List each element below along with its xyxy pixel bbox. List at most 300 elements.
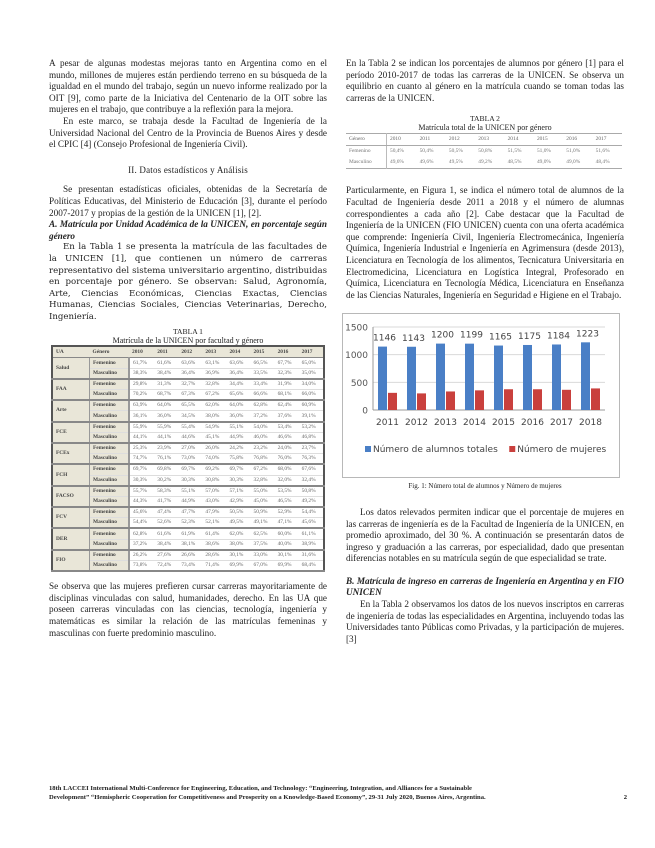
ua-cell: FAA [52, 379, 90, 400]
value-cell: 49,2% [478, 159, 493, 166]
value-cell: 38,3% [129, 368, 154, 379]
bar-total [465, 344, 474, 410]
ua-cell: Arte [52, 400, 90, 421]
legend-label: Número de mujeres [517, 445, 607, 456]
value-cell: 36,4% [226, 368, 250, 379]
bar-women [417, 394, 426, 411]
value-cell: 62,8% [251, 400, 275, 411]
bar-women [504, 390, 513, 411]
value-cell: 73,8% [129, 561, 154, 572]
value-cell: 60,0% [275, 528, 299, 539]
bar-women [475, 391, 484, 411]
value-cell: 24,2% [226, 443, 250, 454]
value-cell: 67,3% [178, 390, 202, 401]
ua-cell: FCV [52, 507, 90, 528]
table1 [51, 345, 325, 572]
table2-block [346, 114, 624, 169]
legend-label: Número de alumnos totales [373, 445, 498, 456]
table-row [52, 379, 324, 390]
gender-cell: Femenino [90, 486, 130, 497]
value-cell: 51,0% [566, 148, 581, 155]
value-cell: 76,8% [251, 454, 275, 465]
value-cell: 34,4% [226, 379, 250, 390]
bar-total [581, 343, 590, 411]
table-row [52, 400, 324, 411]
value-cell: 65,0% [299, 358, 324, 368]
bar-total [436, 344, 445, 410]
value-cell: 49,5% [226, 518, 250, 529]
gender-cell: Femenino [90, 507, 130, 518]
value-cell: 60,9% [299, 400, 324, 411]
table-row [52, 443, 324, 454]
value-cell: 32,8% [251, 475, 275, 486]
table1-header-cell: 2011 [154, 346, 178, 358]
value-cell: 65,5% [178, 400, 202, 411]
value-cell: 73,0% [178, 454, 202, 465]
value-cell: 23,9% [154, 443, 178, 454]
value-cell: 61,6% [154, 358, 178, 368]
gender-cell: Masculino [90, 496, 130, 507]
table2-title: Matrícula total de la UNICEN por género [418, 123, 552, 133]
table-row [52, 464, 324, 475]
value-cell: 63,6% [178, 358, 202, 368]
value-cell: 31,9% [275, 379, 299, 390]
value-cell: 49,1% [251, 518, 275, 529]
bar-total [523, 345, 532, 410]
value-cell: 68,1% [275, 390, 299, 401]
bar-total [552, 345, 561, 411]
value-cell: 62,5% [251, 528, 275, 539]
table-row [52, 368, 324, 379]
value-cell: 49,6% [390, 159, 404, 166]
value-cell: 69,9% [275, 561, 299, 572]
table2-header-cell: 2013 [475, 134, 504, 146]
value-cell: 37,2% [129, 539, 154, 550]
table-row [52, 422, 324, 433]
x-tick-label: 2011 [376, 418, 399, 429]
bar-total [378, 347, 387, 410]
left-column [49, 58, 327, 639]
table-row [52, 432, 324, 443]
value-cell: 50,8% [478, 148, 493, 155]
value-cell: 30,3% [178, 475, 202, 486]
subsection-heading-b: B. Matrícula de ingreso en carreras de Ingeniería en Argentina y en FIO UNICEN [346, 575, 624, 598]
paragraph: A pesar de algunas modestas mejoras tanto en Argentina como en el mundo, millones de mujeres están perdiendo terreno en su búsqueda de la igualdad en el mundo del trabajo, según un nuevo informe realizado por la OIT [9], como parte de la Iniciativa del Centenario de la OIT sobre las mujeres en el trabajo, que contribuye a la reflexión para la mejora. [49, 58, 327, 115]
value-cell: 61,6% [154, 528, 178, 539]
value-cell: 26,2% [129, 550, 154, 561]
value-cell: 65,6% [226, 390, 250, 401]
value-cell: 30,3% [129, 475, 154, 486]
value-cell: 44,1% [154, 432, 178, 443]
data-label: 1223 [576, 329, 599, 340]
page-footer [49, 784, 627, 802]
value-cell: 71,4% [202, 561, 226, 572]
value-cell: 32,8% [202, 379, 226, 390]
value-cell: 30,8% [202, 475, 226, 486]
table-row [52, 550, 324, 561]
value-cell: 68,7% [154, 390, 178, 401]
value-cell: 34,0% [299, 379, 324, 390]
value-cell: 36,0% [154, 411, 178, 422]
paragraph: Los datos relevados permiten indicar que el porcentaje de mujeres en las carreras de ingeniería es de la Facultad de Ingeniería de la UNICEN, en promedio aproximado, del 30 %. A continuación se presentarán datos de ingreso y graduación a las carreras, por especialidad, dado que presentan diferencias notables en su matrícula según de que especialidad se trate. [346, 506, 624, 564]
value-cell: 29,8% [129, 379, 154, 390]
section-heading: II. Datos estadísticos y Análisis [128, 164, 248, 175]
value-cell: 69,7% [178, 464, 202, 475]
value-cell: 23,7% [299, 443, 324, 454]
gender-cell: Femenino [90, 400, 130, 411]
value-cell: 51,5% [507, 148, 522, 155]
value-cell: 35,0% [299, 368, 324, 379]
value-cell: 30,3% [226, 475, 250, 486]
gender-cell: Femenino [90, 550, 130, 561]
value-cell: 50,9% [251, 507, 275, 518]
gender-cell: Femenino [346, 146, 387, 158]
value-cell: 42,9% [226, 496, 250, 507]
value-cell: 38,9% [299, 539, 324, 550]
value-cell: 47,4% [154, 507, 178, 518]
value-cell: 47,9% [202, 507, 226, 518]
value-cell: 44,3% [129, 496, 154, 507]
gender-cell: Femenino [90, 379, 130, 390]
footer-line-2: Development” “Hemispheric Cooperation for Competitiveness and Prosperity on a Knowledge-Based Economy”, 29-31 July 2020, Buenos Aires, Argentina. [49, 794, 486, 801]
value-cell: 67,2% [202, 390, 226, 401]
gender-cell: Masculino [90, 454, 130, 465]
value-cell: 69,7% [226, 464, 250, 475]
table-row [52, 390, 324, 401]
value-cell: 38,0% [226, 539, 250, 550]
table1-header-cell: UA [52, 346, 90, 358]
value-cell: 52,1% [202, 518, 226, 529]
value-cell: 55,4% [178, 422, 202, 433]
gender-cell: Masculino [346, 157, 387, 169]
value-cell: 30,2% [154, 475, 178, 486]
value-cell: 67,6% [299, 464, 324, 475]
gender-cell: Masculino [90, 518, 130, 529]
y-tick-label: 500 [350, 379, 368, 390]
value-cell: 54,0% [251, 422, 275, 433]
value-cell: 38,4% [154, 539, 178, 550]
paragraph: En la Tabla 1 se presenta la matrícula de las facultades de la UNICEN [1], que contienen un número de carreras representativo del sistema universitario argentino, distribuidas en porcentaje por género. Se observan: Salud, Agronomía, Arte, Ciencias Económicas, Ciencias Exactas, Ciencias Humanas, Ciencias Sociales, Ciencias Veterinarias, Derecho, Ingeniería. [49, 242, 327, 322]
value-cell: 30,1% [226, 550, 250, 561]
x-tick-label: 2013 [434, 418, 457, 429]
table-row [52, 561, 324, 572]
value-cell: 69,9% [226, 561, 250, 572]
page-number: 2 [623, 794, 627, 801]
value-cell: 54,9% [202, 422, 226, 433]
value-cell: 49,0% [566, 159, 581, 166]
value-cell: 45,6% [299, 518, 324, 529]
value-cell: 66,0% [299, 390, 324, 401]
value-cell: 44,6% [178, 432, 202, 443]
value-cell: 49,0% [536, 159, 551, 166]
value-cell: 38,6% [202, 539, 226, 550]
gender-cell: Masculino [90, 432, 130, 443]
value-cell: 52,6% [154, 518, 178, 529]
x-tick-label: 2012 [405, 418, 428, 429]
value-cell: 51,6% [595, 148, 610, 155]
value-cell: 26,6% [178, 550, 202, 561]
table-row [52, 411, 324, 422]
bar-total [407, 347, 416, 410]
value-cell: 49,5% [448, 159, 463, 166]
value-cell: 50,5% [226, 507, 250, 518]
value-cell: 50,4% [419, 148, 434, 155]
value-cell: 44,9% [226, 432, 250, 443]
figure1-chart [342, 313, 620, 478]
value-cell: 38,1% [178, 539, 202, 550]
value-cell: 31,3% [154, 379, 178, 390]
gender-cell: Masculino [90, 411, 130, 422]
value-cell: 46,8% [299, 432, 324, 443]
value-cell: 32,3% [275, 368, 299, 379]
value-cell: 36,4% [178, 368, 202, 379]
gender-cell: Masculino [90, 539, 130, 550]
data-label: 1200 [431, 330, 454, 341]
value-cell: 53,4% [275, 422, 299, 433]
value-cell: 32,7% [178, 379, 202, 390]
value-cell: 76,3% [299, 454, 324, 465]
right-column [346, 58, 624, 645]
paragraph: Se presentan estadísticas oficiales, obtenidas de la Secretaría de Políticas Educativas, del Ministerio de Educación [3], durante el período 2007-2017 y propias de la gestión de la UNICEN [1], [2]. [49, 184, 327, 218]
value-cell: 36,0% [226, 411, 250, 422]
table1-header-cell: 2013 [202, 346, 226, 358]
gender-cell: Masculino [90, 561, 130, 572]
value-cell: 63,9% [129, 400, 154, 411]
value-cell: 53,2% [299, 422, 324, 433]
gender-cell: Femenino [90, 422, 130, 433]
footer-line-1: 18th LACCEI International Multi-Conference for Engineering, Education, and Technology: “Engineering, Integration, and Alliances for a Sustainable [49, 785, 472, 792]
value-cell: 34,5% [178, 411, 202, 422]
table2-header-cell: 2015 [534, 134, 563, 146]
value-cell: 54,4% [299, 507, 324, 518]
value-cell: 61,1% [299, 528, 324, 539]
value-cell: 27,6% [154, 550, 178, 561]
value-cell: 62,0% [226, 528, 250, 539]
value-cell: 66,6% [251, 390, 275, 401]
value-cell: 62,4% [275, 400, 299, 411]
data-label: 1175 [518, 332, 541, 343]
x-tick-label: 2014 [463, 418, 486, 429]
gender-cell: Femenino [90, 464, 130, 475]
value-cell: 67,7% [275, 358, 299, 368]
subsection-heading-a: A. Matrícula por Unidad Académica de la UNICEN, en porcentaje según género [49, 219, 327, 241]
legend-swatch [365, 446, 371, 452]
value-cell: 47,7% [178, 507, 202, 518]
gender-cell: Femenino [90, 443, 130, 454]
value-cell: 64,0% [154, 400, 178, 411]
value-cell: 40,0% [275, 539, 299, 550]
table2-header-cell: 2014 [505, 134, 534, 146]
value-cell: 33,5% [251, 368, 275, 379]
value-cell: 23,2% [251, 443, 275, 454]
value-cell: 37,2% [251, 411, 275, 422]
value-cell: 74,0% [202, 454, 226, 465]
value-cell: 64,0% [226, 400, 250, 411]
value-cell: 68,0% [275, 464, 299, 475]
table2-header-cell: Género [346, 134, 387, 146]
value-cell: 69,2% [202, 464, 226, 475]
table1-header-cell: 2012 [178, 346, 202, 358]
value-cell: 50,8% [299, 486, 324, 497]
value-cell: 38,0% [202, 411, 226, 422]
value-cell: 44,1% [129, 432, 154, 443]
table1-header-cell: 2015 [251, 346, 275, 358]
table1-block [49, 327, 327, 572]
ua-cell: FCE [52, 422, 90, 443]
paragraph: Se observa que las mujeres prefieren cursar carreras mayoritariamente de disciplinas vinculadas con salud, humanidades, derecho. En las UA que poseen carreras vinculadas con las ciencias, tecnología, ingeniería y matemáticas es similar la relación de las matrículas femeninas y masculinas con fuerte predominio masculino. [49, 581, 327, 638]
value-cell: 52,9% [275, 507, 299, 518]
value-cell: 41,7% [154, 496, 178, 507]
value-cell: 38,4% [154, 368, 178, 379]
legend-swatch [509, 446, 515, 452]
ua-cell: Salud [52, 358, 90, 379]
value-cell: 46,6% [275, 432, 299, 443]
value-cell: 55,1% [178, 486, 202, 497]
value-cell: 28,6% [202, 550, 226, 561]
table2-header-cell: 2011 [417, 134, 446, 146]
value-cell: 76,1% [154, 454, 178, 465]
table1-header-cell: 2014 [226, 346, 250, 358]
value-cell: 27,0% [178, 443, 202, 454]
value-cell: 45,1% [202, 432, 226, 443]
gender-cell: Masculino [90, 475, 130, 486]
value-cell: 49,2% [299, 496, 324, 507]
table1-header-cell: 2010 [129, 346, 154, 358]
gender-cell: Femenino [90, 528, 130, 539]
table2 [346, 133, 622, 169]
data-label: 1143 [402, 334, 425, 345]
data-label: 1165 [489, 332, 512, 343]
value-cell: 33,0% [251, 550, 275, 561]
table-row [346, 146, 622, 158]
table2-header-cell: 2010 [387, 134, 417, 146]
ua-cell: FIO [52, 550, 90, 571]
x-tick-label: 2015 [492, 418, 515, 429]
paragraph: En este marco, se trabaja desde la Facultad de Ingeniería de la Universidad Nacional del Centro de la Provincia de Buenos Aires y desde el CPIC [4] (Consejo Profesional de Ingeniería Civil). [49, 115, 327, 150]
value-cell: 62,0% [202, 400, 226, 411]
value-cell: 57,1% [226, 486, 250, 497]
value-cell: 50,4% [390, 148, 404, 155]
value-cell: 36,9% [202, 368, 226, 379]
y-tick-label: 1000 [345, 351, 368, 362]
value-cell: 68,4% [299, 561, 324, 572]
value-cell: 51,0% [536, 148, 551, 155]
table-row [52, 358, 324, 368]
y-tick-label: 1500 [345, 323, 368, 334]
table1-label: TABLA 1 [173, 327, 203, 337]
bar-women [562, 390, 571, 410]
figure-caption: Fig. 1: Número total de alumnos y Número de mujeres [408, 482, 562, 491]
value-cell: 32,4% [299, 475, 324, 486]
gender-cell: Masculino [90, 390, 130, 401]
value-cell: 55,0% [251, 486, 275, 497]
value-cell: 73,4% [178, 561, 202, 572]
paragraph: Particularmente, en Figura 1, se indica el número total de alumnos de la Facultad de Ingeniería desde 2011 a 2018 y el número de alumnas correspondientes a cada año [2]. Cabe destacar que la Facultad de Ingeniería de la UNICEN (FIO UNICEN) cuenta con una oferta académica que comprende: Ingeniería Civil, Ingeniería Electromecánica, Ingeniería Química, Ingeniería Industrial e Ingeniería en Agrimensura (desde 2013), Licenciatura en Tecnología de los alimentos, Tecnicatura Universitaria en Electromedicina, Licenciatura en Logística Integral, Profesorado en Química, Licenciatura en Tecnología Médica, Licenciatura en Enseñanza de las Ciencias Naturales, Ingeniería en Seguridad e Higiene en el Trabajo. [346, 185, 624, 300]
value-cell: 70,2% [129, 390, 154, 401]
value-cell: 67,0% [251, 561, 275, 572]
paragraph: En la Tabla 2 se indican los porcentajes de alumnos por género [1] para el período 2010-2017 de todas las carreras de la UNICEN. Se observa un equilibrio en cuanto al género en la matrícula cuando se toman todas las carreras de la UNICEN. [346, 58, 624, 103]
bar-women [446, 392, 455, 411]
table-row [52, 486, 324, 497]
value-cell: 54,4% [129, 518, 154, 529]
value-cell: 46,0% [251, 432, 275, 443]
value-cell: 67,2% [251, 464, 275, 475]
ua-cell: DER [52, 528, 90, 549]
table2-header-cell: 2016 [563, 134, 592, 146]
value-cell: 31,6% [299, 550, 324, 561]
data-label: 1184 [547, 331, 570, 342]
value-cell: 39,1% [299, 411, 324, 422]
table1-header-cell: 2016 [275, 346, 299, 358]
value-cell: 76,0% [275, 454, 299, 465]
value-cell: 55,1% [226, 422, 250, 433]
bar-women [388, 393, 397, 410]
value-cell: 46,5% [275, 496, 299, 507]
value-cell: 66,5% [251, 358, 275, 368]
value-cell: 32,0% [275, 475, 299, 486]
ua-cell: FCH [52, 464, 90, 485]
gender-cell: Masculino [90, 368, 130, 379]
value-cell: 37,5% [251, 539, 275, 550]
value-cell: 61,9% [178, 528, 202, 539]
bar-chart [343, 314, 619, 477]
table-row [52, 454, 324, 465]
value-cell: 37,6% [275, 411, 299, 422]
value-cell: 45,0% [251, 496, 275, 507]
value-cell: 74,7% [129, 454, 154, 465]
value-cell: 52,3% [178, 518, 202, 529]
value-cell: 63,1% [202, 358, 226, 368]
paragraph: En la Tabla 2 observamos los datos de los nuevos inscriptos en carreras de ingeniería de todas las especialidades en Argentina, incluyendo todas las Universidades tanto Públicas como Privadas, y la participación de mujeres. [3] [346, 599, 624, 644]
bar-women [591, 389, 600, 411]
table2-header-cell: 2012 [446, 134, 475, 146]
value-cell: 50,5% [448, 148, 463, 155]
value-cell: 49,6% [419, 159, 434, 166]
value-cell: 33,4% [251, 379, 275, 390]
value-cell: 55,9% [154, 422, 178, 433]
table1-title: Matrícula de la UNICEN por facultad y género [112, 336, 264, 346]
x-tick-label: 2018 [579, 418, 602, 429]
value-cell: 58,3% [154, 486, 178, 497]
value-cell: 48,4% [595, 159, 610, 166]
x-tick-label: 2017 [550, 418, 573, 429]
table-row [52, 528, 324, 539]
value-cell: 75,8% [226, 454, 250, 465]
value-cell: 55,7% [129, 486, 154, 497]
value-cell: 48,5% [507, 159, 522, 166]
table-row [52, 507, 324, 518]
table-row [52, 496, 324, 507]
value-cell: 43,0% [202, 496, 226, 507]
ua-cell: FCEx [52, 443, 90, 464]
value-cell: 69,8% [154, 464, 178, 475]
x-tick-label: 2016 [521, 418, 544, 429]
table-row [52, 518, 324, 529]
value-cell: 36,1% [129, 411, 154, 422]
data-label: 1146 [373, 333, 396, 344]
value-cell: 45,6% [129, 507, 154, 518]
table-row [52, 539, 324, 550]
table1-header-cell: Género [90, 346, 130, 358]
value-cell: 69,7% [129, 464, 154, 475]
bar-total [494, 346, 503, 410]
value-cell: 26,0% [202, 443, 226, 454]
gender-cell: Femenino [90, 358, 130, 368]
table-row [52, 475, 324, 486]
ua-cell: FACSO [52, 486, 90, 507]
bar-women [533, 390, 542, 411]
table1-header-cell: 2017 [299, 346, 324, 358]
